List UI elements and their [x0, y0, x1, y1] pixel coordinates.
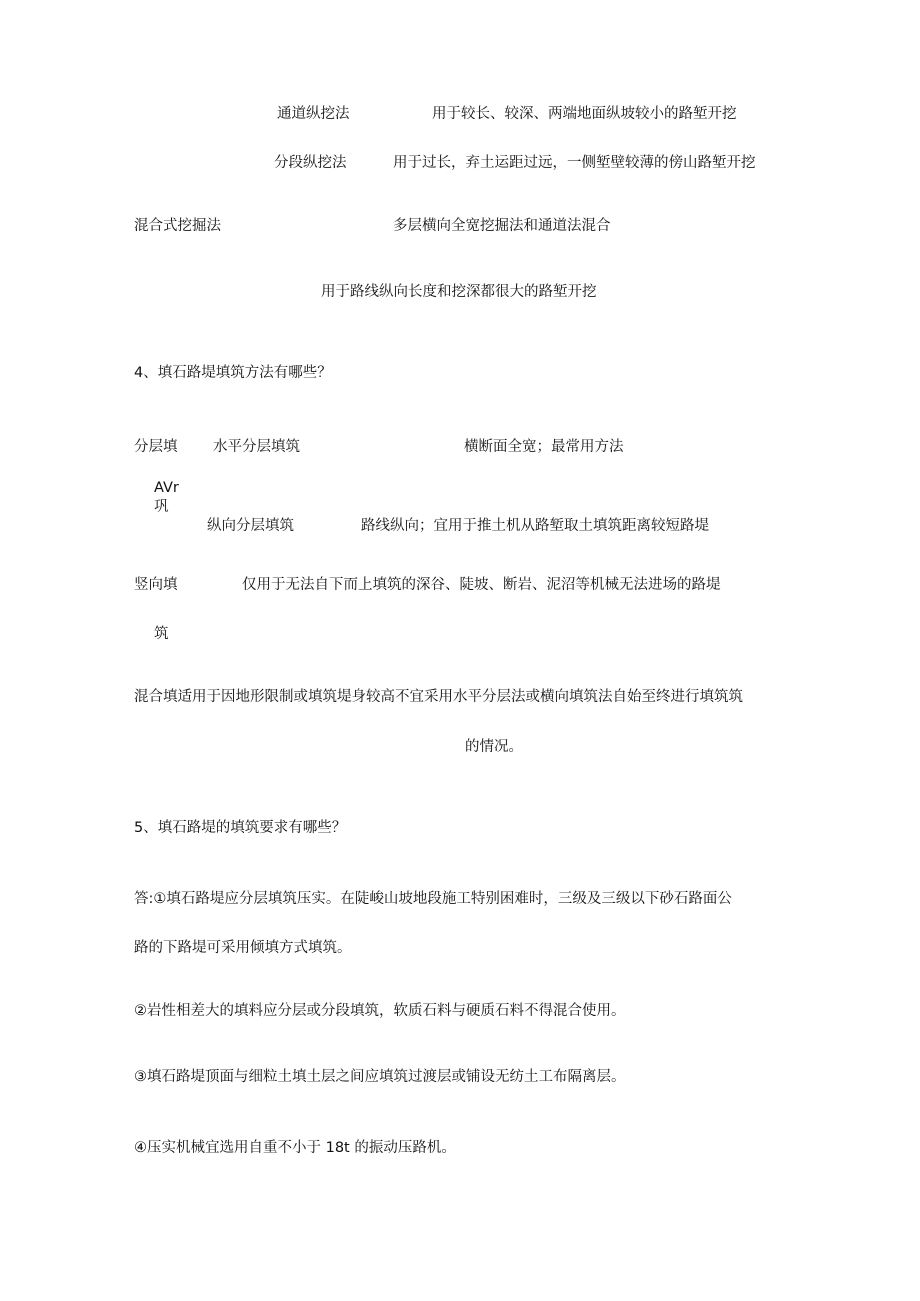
artifact-text-1: AVr	[154, 480, 179, 496]
mixed-fill-line-2: 的情况。	[465, 739, 523, 755]
answer-item-3: ③填石路堤顶面与细粒土填土层之间应填筑过渡层或铺设无纺土工布隔离层。	[134, 1069, 626, 1085]
mixed-method-name: 混合式挖掘法	[134, 218, 221, 234]
question-4-title: 4、填石路堤填筑方法有哪些？	[134, 365, 332, 381]
layered-fill-label: 分层填	[134, 439, 178, 455]
vertical-fill-label: 竖向填	[134, 577, 178, 593]
answer-item-2: ②岩性相差大的填料应分层或分段填筑，软质石料与硬质石料不得混合使用。	[134, 1003, 626, 1019]
segment-method-name: 分段纵挖法	[274, 155, 347, 171]
mixed-method-usage: 用于路线纵向长度和挖深都很大的路堑开挖	[321, 284, 597, 300]
artifact-text-2: 巩	[154, 499, 169, 515]
answer-item-1-line-1: 答:①填石路堤应分层填筑压实。在陡峻山坡地段施工特别困难时，三级及三级以下砂石路面公	[134, 891, 732, 907]
horizontal-layer-name: 水平分层填筑	[213, 439, 300, 455]
answer-item-4: ④压实机械宜选用自重不小于 18t 的振动压路机。	[134, 1140, 456, 1156]
answer-item-1-line-2: 路的下路堤可采用倾填方式填筑。	[134, 940, 352, 956]
channel-method-name: 通道纵挖法	[277, 106, 350, 122]
vertical-fill-desc: 仅用于无法自下而上填筑的深谷、陡坡、断岩、泥沼等机械无法进场的路堤	[242, 577, 721, 593]
segment-method-desc: 用于过长，弃土运距过远，一侧堑壁较薄的傍山路堑开挖	[393, 155, 756, 171]
longitudinal-layer-desc: 路线纵向；宜用于推土机从路堑取土填筑距离较短路堤	[361, 518, 709, 534]
longitudinal-layer-name: 纵向分层填筑	[207, 518, 294, 534]
vertical-fill-label-tail: 筑	[154, 626, 169, 642]
mixed-method-desc: 多层横向全宽挖掘法和通道法混合	[393, 218, 611, 234]
horizontal-layer-desc: 横断面全宽；最常用方法	[464, 439, 624, 455]
channel-method-desc: 用于较长、较深、两端地面纵坡较小的路堑开挖	[432, 106, 737, 122]
question-5-title: 5、填石路堤的填筑要求有哪些？	[134, 820, 347, 836]
mixed-fill-line-1: 混合填适用于因地形限制或填筑堤身较高不宜采用水平分层法或横向填筑法自始至终进行填筑筑	[134, 689, 743, 705]
